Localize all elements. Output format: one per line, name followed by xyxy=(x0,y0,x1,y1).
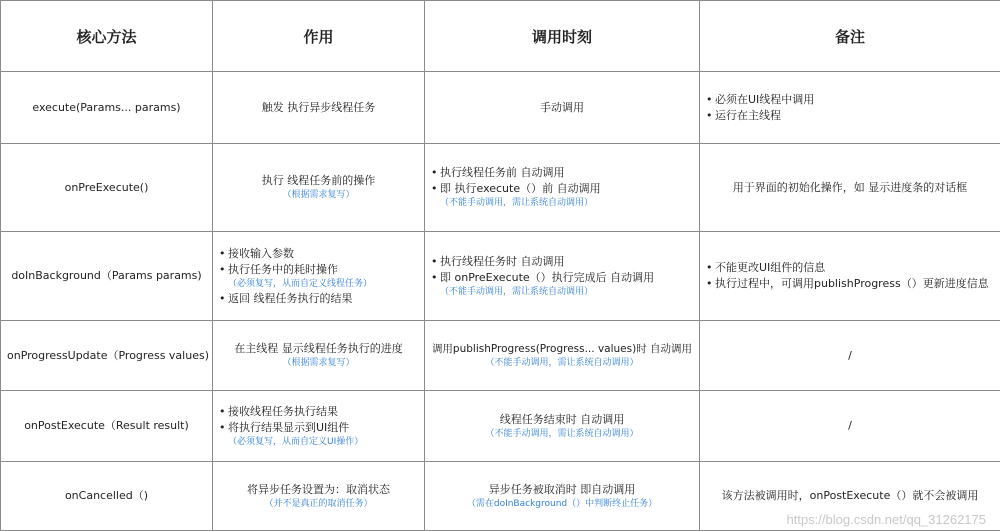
table-row xyxy=(1,144,1000,232)
timing-cell xyxy=(425,321,700,391)
remark-text: 该方法被调用时，onPostExecute（）就不会被调用 xyxy=(721,489,979,502)
timing-text: 异步任务被取消时 即自动调用 xyxy=(488,482,636,496)
purpose-note: （根据需求复写） xyxy=(282,190,355,200)
table-row xyxy=(1,321,1000,391)
timing-note: （不能手动调用，需让系统自动调用） xyxy=(485,358,639,368)
list-item: • 不能更改UI组件的信息 xyxy=(706,260,994,276)
timing-cell xyxy=(425,72,700,144)
timing-cell xyxy=(425,144,700,232)
table-row xyxy=(1,232,1000,321)
timing-list xyxy=(431,254,693,286)
remark-cell xyxy=(700,321,1000,391)
header-row xyxy=(1,1,1000,72)
list-item: • 返回 线程任务执行的结果 xyxy=(219,291,418,307)
list-item: • 运行在主线程 xyxy=(706,108,994,124)
list-item: • 即 执行execute（）前 自动调用 xyxy=(431,181,693,197)
method-cell: onCancelled（) xyxy=(1,462,213,531)
purpose-note: （必须复写，从而自定义线程任务） xyxy=(228,278,373,289)
watermark: https://blog.csdn.net/qq_31262175 xyxy=(786,512,986,527)
remark-cell xyxy=(700,232,1000,321)
header-method: 核心方法 xyxy=(1,1,213,72)
timing-cell xyxy=(425,462,700,531)
list-item: • 执行线程任务时 自动调用 xyxy=(431,254,693,270)
purpose-cell xyxy=(213,391,425,462)
purpose-note: （根据需求复写） xyxy=(282,358,355,368)
timing-list xyxy=(431,165,693,197)
list-item: • 执行过程中，可调用publishProgress（）更新进度信息 xyxy=(706,276,994,292)
remark-text: / xyxy=(848,348,852,362)
purpose-text: 执行 线程任务前的操作 xyxy=(261,174,376,187)
list-item-text: 执行任务中的耗时操作 xyxy=(228,262,338,276)
timing-note: （需在doInBackground（）中判断终止任务） xyxy=(466,498,658,509)
purpose-list xyxy=(219,404,418,436)
remark-cell xyxy=(700,144,1000,232)
method-cell: onProgressUpdate（Progress values) xyxy=(1,321,213,391)
list-item: • 接收线程任务执行结果 xyxy=(219,404,418,420)
list-item: • 接收输入参数 xyxy=(219,246,418,262)
method-cell: doInBackground（Params params) xyxy=(1,232,213,321)
purpose-text: 触发 执行异步线程任务 xyxy=(261,100,376,114)
timing-cell xyxy=(425,232,700,321)
remark-list xyxy=(706,260,994,292)
remark-cell xyxy=(700,72,1000,144)
list-item: • 即 onPreExecute（）执行完成后 自动调用 xyxy=(431,270,693,286)
purpose-note: （必须复写，从而自定义UI操作） xyxy=(228,436,364,447)
purpose-text: 在主线程 显示线程任务执行的进度 xyxy=(234,342,403,355)
purpose-note: （并不是真正的取消任务） xyxy=(264,498,373,509)
timing-cell xyxy=(425,391,700,462)
purpose-cell xyxy=(213,72,425,144)
remark-text: 用于界面的初始化操作，如 显示进度条的对话框 xyxy=(732,180,968,194)
purpose-cell xyxy=(213,232,425,321)
remark-text: / xyxy=(848,419,852,432)
method-cell: onPostExecute（Result result) xyxy=(1,391,213,462)
purpose-list xyxy=(219,246,418,307)
timing-text: 调用publishProgress(Progress... values)时 自动调用 xyxy=(431,343,693,355)
purpose-text: 将异步任务设置为：取消状态 xyxy=(247,482,390,496)
table-row xyxy=(1,391,1000,462)
header-purpose: 作用 xyxy=(213,1,425,72)
timing-note: （不能手动调用，需让系统自动调用） xyxy=(485,428,639,439)
list-item: • 将执行结果显示到UI组件 xyxy=(219,420,418,436)
method-cell: onPreExecute() xyxy=(1,144,213,232)
method-cell: execute(Params... params) xyxy=(1,72,213,144)
timing-text: 手动调用 xyxy=(540,100,584,114)
table-row xyxy=(1,72,1000,144)
list-item: • 执行线程任务前 自动调用 xyxy=(431,165,693,181)
remark-cell xyxy=(700,391,1000,462)
purpose-cell xyxy=(213,462,425,531)
purpose-cell xyxy=(213,144,425,232)
header-timing: 调用时刻 xyxy=(425,1,700,72)
list-item: • 必须在UI线程中调用 xyxy=(706,92,994,108)
timing-note: （不能手动调用，需让系统自动调用） xyxy=(440,286,594,297)
timing-note: （不能手动调用，需让系统自动调用） xyxy=(440,198,594,208)
header-remark: 备注 xyxy=(700,1,1000,72)
purpose-cell xyxy=(213,321,425,391)
remark-list xyxy=(706,92,994,124)
timing-text: 线程任务结束时 自动调用 xyxy=(499,412,625,426)
list-item xyxy=(219,262,418,291)
